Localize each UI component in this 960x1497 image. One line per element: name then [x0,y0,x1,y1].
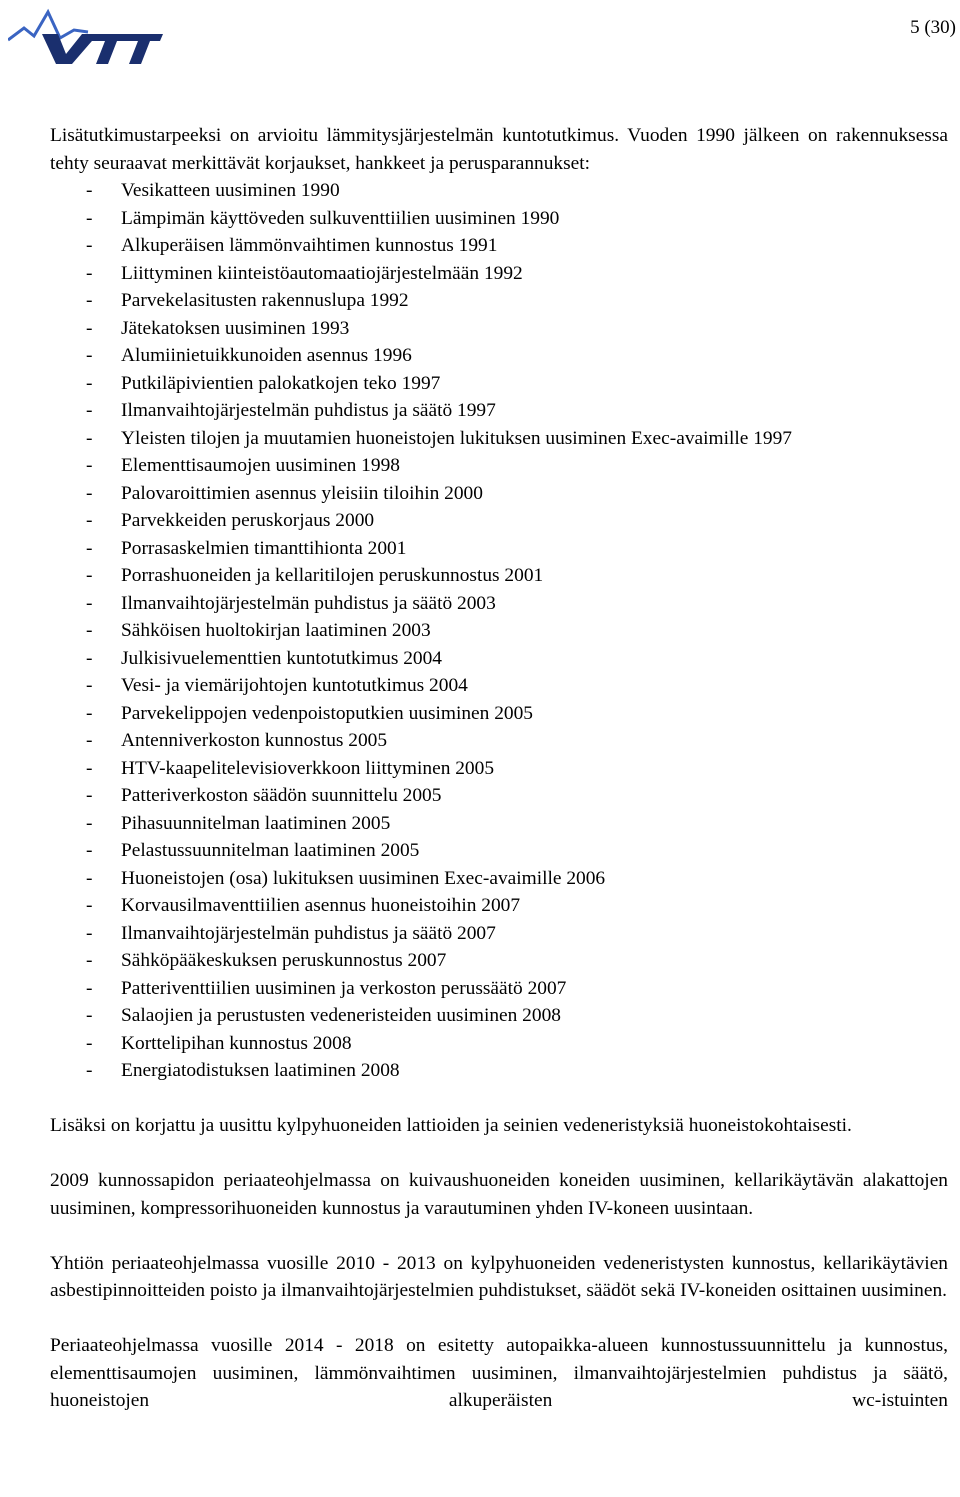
vtt-logo [8,8,163,64]
list-item-text: Salaojien ja perustusten vedeneristeiden uusiminen 2008 [121,1005,561,1026]
bullet-dash: - [86,565,93,586]
list-item-text: HTV-kaapelitelevisioverkkoon liittyminen 2005 [121,757,495,779]
bullet-dash: - [86,400,93,421]
list-item-text: Porrashuoneiden ja kellaritilojen peruskunnostus 2001 [121,565,544,586]
list-item [50,727,948,755]
list-item-text: Energiatodistuksen laatiminen 2008 [121,1060,400,1081]
bullet-dash: - [86,867,93,889]
list-item [50,590,948,618]
list-item-text: Alkuperäisen lämmönvaihtimen kunnostus 1991 [121,235,498,256]
bullet-dash: - [86,1032,93,1054]
bullet-dash: - [86,785,93,806]
list-item [50,507,948,535]
list-item [50,1002,948,1030]
bullet-dash: - [86,345,93,366]
list-item [50,865,948,893]
list-item-text: Parvekkeiden peruskorjaus 2000 [121,510,375,531]
list-item [50,1030,948,1058]
list-item [50,1057,948,1085]
bullet-dash: - [86,455,93,476]
list-item [50,480,948,508]
list-item-text: Ilmanvaihtojärjestelmän puhdistus ja säätö 1997 [121,400,496,421]
bullet-dash: - [86,702,93,724]
list-item [50,672,948,700]
paragraph-2009: 2009 kunnossapidon periaateohjelmassa on kuivaushuoneiden koneiden uusiminen, kellarikäytävän alakattojen uusiminen, kompressorihuoneiden kunnostus ja varautuminen yhden IV-koneen uusintaan. [50,1170,948,1219]
paragraph-2010-2013: Yhtiön periaateohjelmassa vuosille 2010 - 2013 on kylpyhuoneiden vedeneristysten kunnostus, kellarikäytävien asbestipinnoitteiden poisto ja ilmanvaihtojärjestelmien puhdistukset, säädöt sekä IV-koneiden osittainen uusiminen. [50,1252,948,1301]
list-item [50,232,948,260]
list-item [50,562,948,590]
list-item-text: Korvausilmaventtiilien asennus huoneistoihin 2007 [121,895,521,916]
bullet-dash: - [86,840,93,861]
logo-v-letter [42,34,98,64]
bullet-dash: - [86,1005,93,1026]
list-item-text: Lämpimän käyttöveden sulkuventtiilien uusiminen 1990 [121,207,560,229]
list-item [50,755,948,783]
list-item [50,287,948,315]
paragraph-bathrooms: Lisäksi on korjattu ja uusittu kylpyhuoneiden lattioiden ja seinien vedeneristyksiä huoneistokohtaisesti. [50,1115,852,1136]
bullet-dash: - [86,317,93,339]
list-item-text: Sähköisen huoltokirjan laatiminen 2003 [121,620,431,641]
list-item-text: Putkiläpivientien palokatkojen teko 1997 [121,372,441,394]
bullet-dash: - [86,620,93,641]
list-item-text: Ilmanvaihtojärjestelmän puhdistus ja säätö 2007 [121,922,496,944]
intro-paragraph: Lisätutkimustarpeeksi on arvioitu lämmitysjärjestelmän kuntotutkimus. Vuoden 1990 jälkeen on rakennuksessa tehty seuraavat merkittävät korjaukset, hankkeet ja perusparannukset: [50,125,948,174]
bullet-dash: - [86,235,93,256]
list-item-text: Ilmanvaihtojärjestelmän puhdistus ja säätö 2003 [121,592,496,614]
list-item [50,975,948,1003]
list-item-text: Parvekelippojen vedenpoistoputkien uusiminen 2005 [121,702,533,724]
repair-list [50,177,948,1085]
list-item-text: Sähköpääkeskuksen peruskunnostus 2007 [121,950,447,971]
bullet-dash: - [86,482,93,504]
list-item-text: Jätekatoksen uusiminen 1993 [121,317,350,339]
bullet-dash: - [86,895,93,916]
list-item [50,260,948,288]
list-item-text: Parvekelasitusten rakennuslupa 1992 [121,290,409,311]
list-item [50,810,948,838]
bullet-dash: - [86,510,93,531]
bullet-dash: - [86,180,93,201]
bullet-dash: - [86,592,93,614]
bullet-dash: - [86,950,93,971]
list-item [50,920,948,948]
bullet-dash: - [86,537,93,559]
list-item-text: Vesikatteen uusiminen 1990 [121,180,340,201]
bullet-dash: - [86,757,93,779]
list-item-text: Pelastussuunnitelman laatiminen 2005 [121,840,420,861]
list-item [50,947,948,975]
list-item-text: Liittyminen kiinteistöautomaatiojärjestelmään 1992 [121,262,523,284]
list-item [50,837,948,865]
list-item [50,617,948,645]
bullet-dash: - [86,372,93,394]
bullet-dash: - [86,730,93,751]
bullet-dash: - [86,207,93,229]
list-item [50,700,948,728]
list-item-text: Elementtisaumojen uusiminen 1998 [121,455,400,476]
bullet-dash: - [86,812,93,834]
document-body [50,122,948,1415]
list-item [50,892,948,920]
list-item [50,452,948,480]
list-item-text: Vesi- ja viemärijohtojen kuntotutkimus 2004 [121,675,468,696]
list-item [50,645,948,673]
bullet-dash: - [86,675,93,696]
logo-t-letter-2 [123,34,163,64]
list-item [50,177,948,205]
list-item [50,782,948,810]
list-item-text: Porrasaskelmien timanttihionta 2001 [121,537,407,559]
list-item-text: Alumiinietuikkunoiden asennus 1996 [121,345,412,366]
bullet-dash: - [86,977,93,999]
list-item [50,425,948,453]
bullet-dash: - [86,922,93,944]
list-item-text: Yleisten tilojen ja muutamien huoneistojen lukituksen uusiminen Exec-avaimille 1997 [121,427,792,449]
bullet-dash: - [86,647,93,669]
bullet-dash: - [86,1060,93,1081]
list-item [50,535,948,563]
page-number: 5 (30) [910,17,956,38]
list-item-text: Patteriventtiilien uusiminen ja verkoston perussäätö 2007 [121,977,567,999]
bullet-dash: - [86,427,93,449]
bullet-dash: - [86,290,93,311]
list-item [50,397,948,425]
list-item-text: Antenniverkoston kunnostus 2005 [121,730,388,751]
list-item [50,315,948,343]
list-item [50,342,948,370]
paragraph-2014-2018: Periaateohjelmassa vuosille 2014 - 2018 on esitetty autopaikka-alueen kunnostussuunnittelu ja kunnostus, elementtisaumojen uusiminen, lämmönvaihtimen uusiminen, ilmanvaihtojärjestelmien puhdistus ja säätö, huoneistojen alkuperäisten wc-istuinten [50,1335,948,1411]
list-item-text: Julkisivuelementtien kuntotutkimus 2004 [121,647,443,669]
list-item-text: Patteriverkoston säädön suunnittelu 2005 [121,785,442,806]
list-item-text: Palovaroittimien asennus yleisiin tiloihin 2000 [121,482,483,504]
list-item [50,205,948,233]
list-item-text: Korttelipihan kunnostus 2008 [121,1032,352,1054]
list-item [50,370,948,398]
list-item-text: Pihasuunnitelman laatiminen 2005 [121,812,391,834]
list-item-text: Huoneistojen (osa) lukituksen uusiminen Exec-avaimille 2006 [121,867,606,889]
bullet-dash: - [86,262,93,284]
